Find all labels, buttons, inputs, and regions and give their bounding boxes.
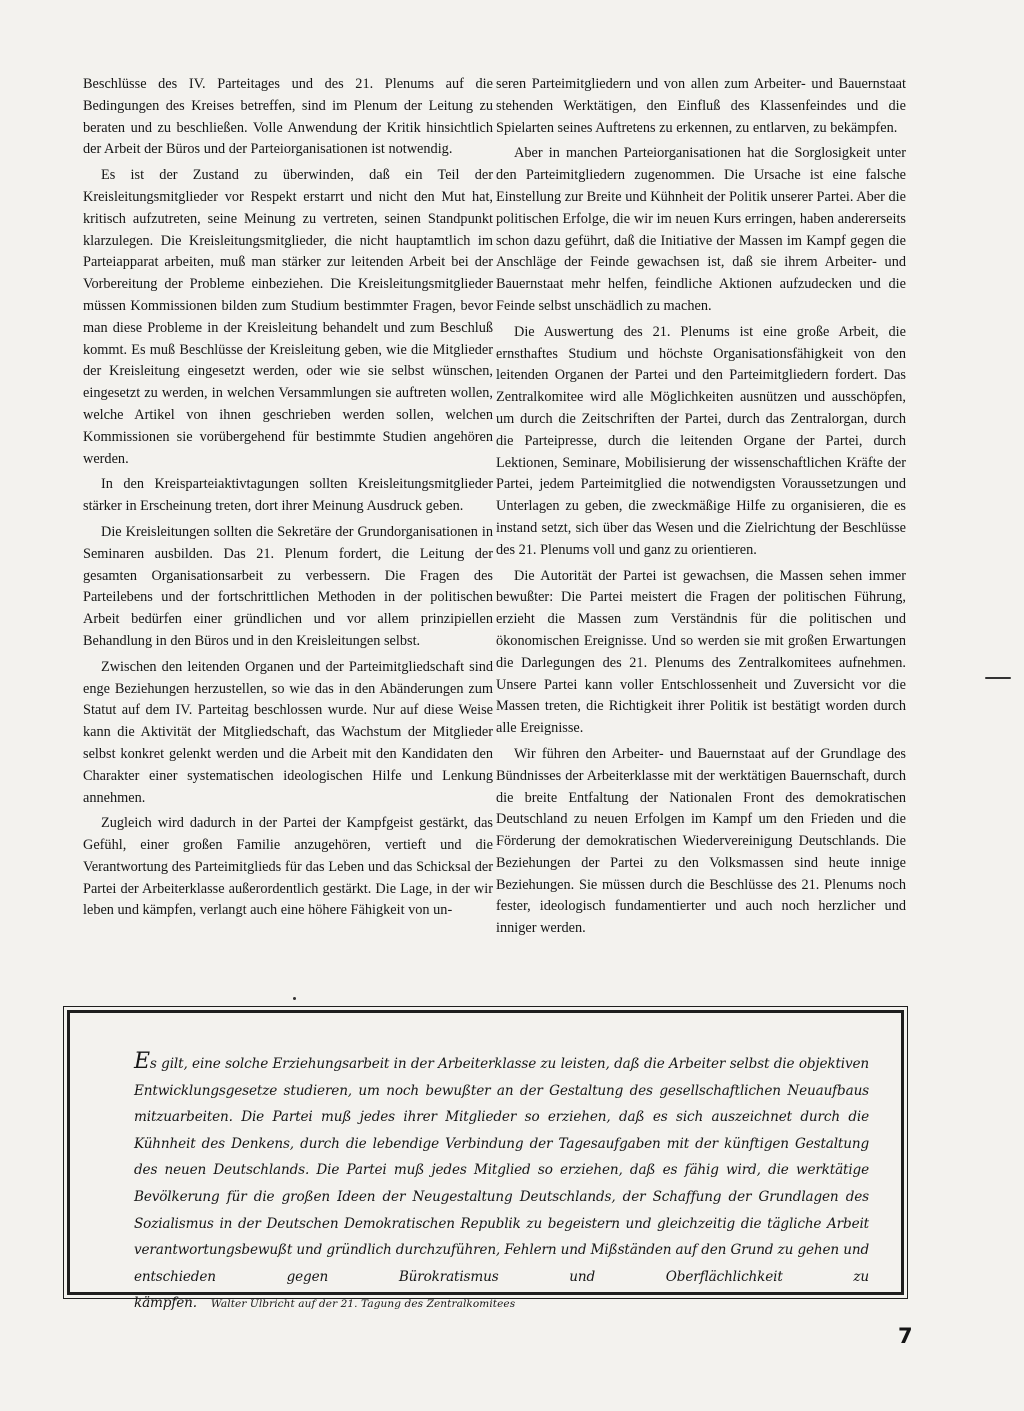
paragraph: Die Kreisleitungen sollten die Sekretäre der Grundorganisationen in Seminaren ausbilden. Das 21. Plenum fordert, die Leitung der gesamten Organisationsarbeit zu verbessern. Die Fragen des Parteilebens und der fortschrittlichen Methoden in der politischen Arbeit bedürfen einer gründlichen und vor allem prinzipiellen Behandlung in den Büros und in den Kreisleitungen selbst. (83, 523, 493, 649)
paragraph: Zugleich wird dadurch in der Partei der Kampfgeist gestärkt, das Gefühl, einer großen Familie anzugehören, vertieft und die Verantwortung des Parteimitglieds für das Leben und das Schicksal der Partei der Arbeiterklasse außerordentlich gestärkt. Die Lage, in der wir leben und kämpfen, verlangt auch eine höhere Fähigkeit von un- (83, 815, 493, 919)
quote-text (134, 1049, 869, 1318)
quote-box (67, 1010, 904, 1312)
paragraph: Aber in manchen Parteiorganisationen hat die Sorglosigkeit unter den Parteimitgliedern zugenommen. Die Ursache ist eine falsche Einstellung zur Breite und Kühnheit der Politik unserer Partei. Aber die politischen Erfolge, die wir im neuen Kurs erringen, haben andererseits schon dazu geführt, daß die Initiative der Massen im Kampf gegen die Anschläge der Feinde gewachsen ist, daß sie ihrem Arbeiter- und Bauernstaat mehr helfen, feindliche Aktionen aufzudecken und die Feinde selbst unschädlich zu machen. (496, 145, 906, 314)
print-speck (293, 997, 296, 1000)
paragraph: Es ist der Zustand zu überwinden, daß ein Teil der Kreisleitungsmitglieder vor Respekt erstarrt und nicht den Mut hat, kritisch aufzutreten, seine Meinung zu vertreten, seinen Standpunkt klarzulegen. Die Kreisleitungsmitglieder, die nicht hauptamtlich im Parteiapparat arbeiten, muß man stärker zur leitenden Arbeit bei der Vorbereitung der Probleme einbeziehen. Die Kreisleitungsmitglieder müssen Kommissionen bilden zum Studium bestimmter Fragen, bevor man diese Probleme in der Kreisleitung behandelt und zum Beschluß kommt. Es muß Beschlüsse der Kreisleitung geben, wie die Mitglieder der Kreisleitung eingesetzt werden, oder wie sie selbst wünschen, eingesetzt zu werden, in welchen Versammlungen sie auftreten wollen, welche Artikel von ihnen geschrieben werden sollen, welchen Kommissionen sie vorübergehend für bestimmte Studien angehören werden. (83, 167, 493, 467)
paragraph: Beschlüsse des IV. Parteitages und des 21. Plenums auf die Bedingungen des Kreises betreffen, sind im Plenum der Leitung zu beraten und zu beschließen. Volle Anwendung der Kritik hinsichtlich der Arbeit der Büros und der Parteiorganisationen ist notwendig. (83, 76, 493, 158)
right-text-column (496, 74, 906, 944)
print-speck (985, 677, 1011, 679)
paragraph: Die Autorität der Partei ist gewachsen, die Massen sehen immer bewußter: Die Partei meistert die Fragen der politischen Führung, erzieht die Massen zum Verständnis für die politischen und ökonomischen Ereignisse. Und so werden sie mit großen Erwartungen die Darlegungen des 21. Plenums des Zentralkomitees aufnehmen. Unsere Partei kann voller Entschlossenheit und Zuversicht vor die Massen treten, die Richtigkeit ihrer Politik ist bestätigt worden durch alle Ereignisse. (496, 567, 906, 737)
quote-body: s gilt, eine solche Erziehungsarbeit in der Arbeiterklasse zu leisten, daß die Arbeiter selbst die objektiven Entwicklungsgesetze studieren, um noch bewußter an der Gestaltung des gesellschaftlichen Neuaufbaus mitzuarbeiten. Die Partei muß jedes ihrer Mitglieder so erziehen, daß es sich auszeichnet durch die Kühnheit des Denkens, durch die lebendige Verbindung der Tagesaufgaben mit der künftigen Gestaltung des neuen Deutschlands. Die Partei muß jedes Mitglied so erziehen, daß es fähig wird, die werktätige Bevölkerung für die großen Ideen der Neugestaltung Deutschlands, der Schaffung der Grundlagen des Sozialismus in der Deutschen Demokratischen Republik zu begeistern und gleichzeitig die tägliche Arbeit verantwortungsbewußt und gründlich durchzuführen, Fehlern und Mißständen auf den Grund zu gehen und entschieden gegen Bürokratismus und Oberflächlichkeit zu kämpfen. (134, 1056, 869, 1312)
page-number: 7 (898, 1324, 913, 1348)
paragraph: Die Auswertung des 21. Plenums ist eine große Arbeit, die ernsthaftes Studium und höchste Organisationsfähigkeit von den leitenden Organen der Partei und den Parteimitgliedern fordert. Das Zentralkomitee wird alle Möglichkeiten ausnützen und ausschöpfen, um durch die Zeitschriften der Partei, durch das Zentralorgan, durch die Parteipresse, durch die leitenden Organe der Partei, durch Lektionen, Seminare, Mobilisierung der wissenschaftlichen Kräfte der Partei, jedem Parteimitglied die notwendigsten Voraussetzungen und Unterlagen zu geben, die zweckmäßige Hilfe zu organisieren, die es instand setzt, sich über das Wesen und die Zielrichtung der Beschlüsse des 21. Plenums voll und ganz zu orientieren. (496, 323, 906, 558)
quote-initial: E (134, 1049, 150, 1074)
paragraph: Zwischen den leitenden Organen und der Parteimitgliedschaft sind enge Beziehungen herzustellen, so wie das in den Abänderungen zum Statut auf dem IV. Parteitag beschlossen wurde. Nur auf diese Weise kann die Aktivität der Mitgliedschaft, das Wachstum der Mitglieder selbst konkret gelenkt werden und die Arbeit mit den Kandidaten den Charakter einer systematischen ideologischen Hilfe und Lenkung annehmen. (83, 658, 493, 806)
paragraph: In den Kreisparteiaktivtagungen sollten Kreisleitungsmitglieder stärker in Erscheinung treten, dort ihrer Meinung Ausdruck geben. (83, 476, 493, 515)
left-text-column (83, 74, 493, 926)
quote-attribution: Walter Ulbricht auf der 21. Tagung des Zentralkomitees (210, 1298, 516, 1311)
paragraph: seren Parteimitgliedern und von allen zum Arbeiter- und Bauernstaat stehenden Werktätigen, den Einfluß des Klassenfeindes und die Spielarten seines Auftretens zu erkennen, zu entlarven, zu bekämpfen. (496, 76, 906, 136)
paragraph: Wir führen den Arbeiter- und Bauernstaat auf der Grundlage des Bündnisses der Arbeiterklasse mit der werktätigen Bauernschaft, durch die breite Entfaltung der Nationalen Front des demokratischen Deutschland zu neuen Erfolgen im Kampf um den Frieden und die Förderung der demokratischen Wiedervereinigung Deutschlands. Die Beziehungen der Partei zu den Volksmassen sind heute innige Beziehungen. Sie müssen durch die Beschlüsse des 21. Plenums noch fester, ideologisch fundamentierter und auch noch herzlicher und inniger werden. (496, 745, 906, 937)
